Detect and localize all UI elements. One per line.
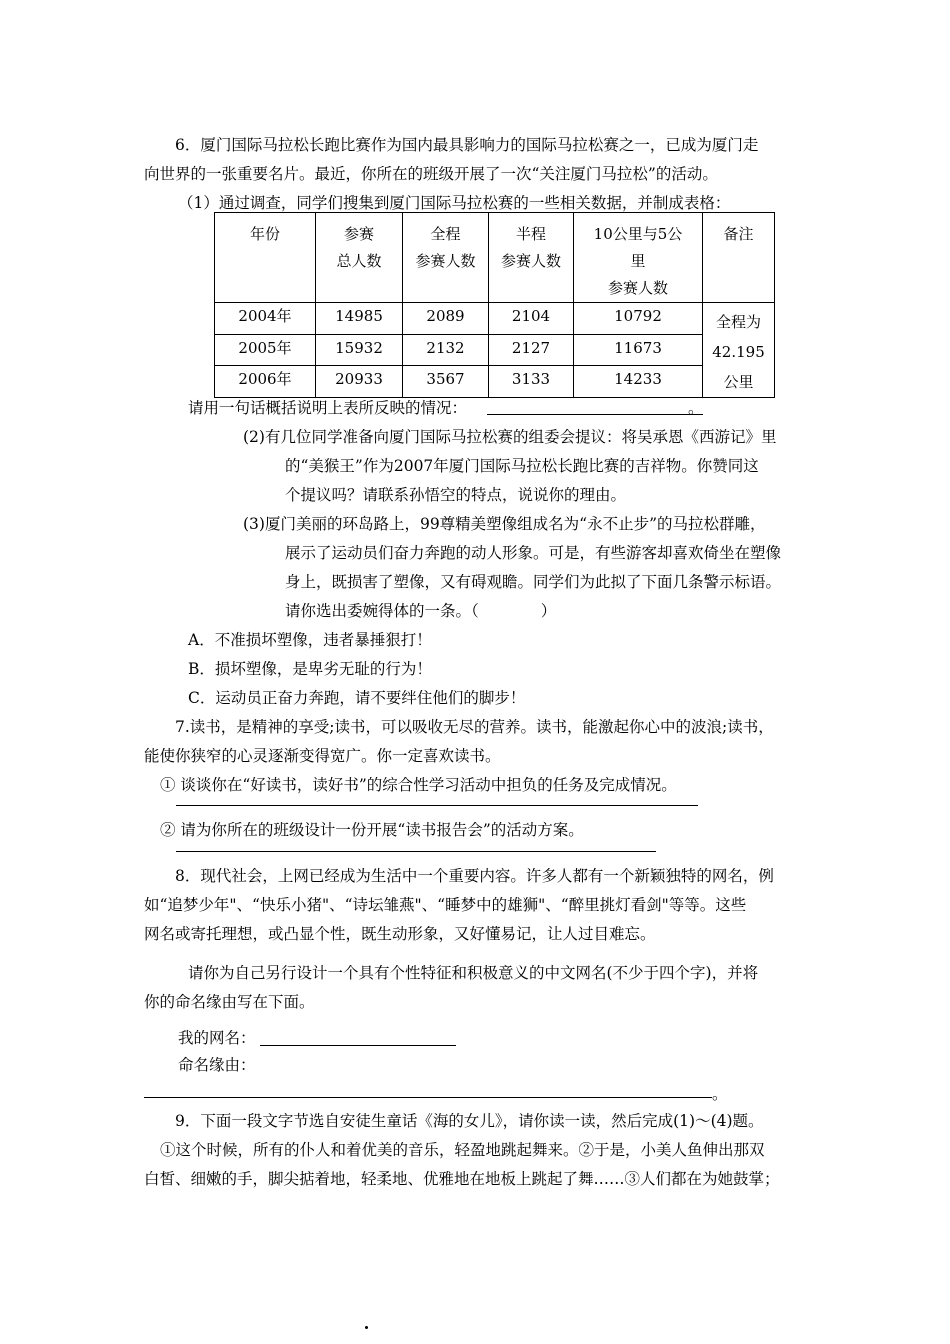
- q9-line2: ①这个时候，所有的仆人和着优美的音乐，轻盈地跳起舞来。②于是，小美人鱼伸出那双: [160, 1141, 765, 1159]
- q8-para2-line1: 请你为自己另行设计一个具有个性特征和积极意义的中文网名(不少于四个字)，并将: [188, 964, 759, 982]
- cell-full: 2089: [403, 303, 489, 335]
- q6-summary-answer-line[interactable]: [487, 414, 703, 415]
- cell-10k-5k: 11673: [574, 334, 703, 366]
- q9-line1: 9．下面一段文字节选自安徒生童话《海的女儿》，请你读一读，然后完成(1)～(4)题。: [175, 1112, 764, 1130]
- header-year: 年份: [215, 213, 316, 303]
- q6-sub2-line2: 的“美猴王”作为2007年厦门国际马拉松长跑比赛的吉祥物。你赞同这: [285, 457, 759, 475]
- cell-total: 15932: [316, 334, 403, 366]
- cell-year: 2004年: [215, 303, 316, 335]
- q6-option-c: C．运动员正奋力奔跑，请不要绊住他们的脚步！: [188, 689, 526, 707]
- q6-sub3-line3: 身上，既损害了塑像，又有碍观瞻。同学们为此拟了下面几条警示标语。: [285, 573, 782, 591]
- cell-total: 20933: [316, 366, 403, 398]
- q6-summary-prompt: 请用一句话概括说明上表所反映的情况：: [188, 399, 468, 417]
- cell-10k-5k: 14233: [574, 366, 703, 398]
- table-header-row: [215, 213, 775, 303]
- cell-10k-5k: 10792: [574, 303, 703, 335]
- q7-item2: ② 请为你所在的班级设计一份开展“读书报告会”的活动方案。: [160, 821, 584, 839]
- q8-para2-line2: 你的命名缘由写在下面。: [144, 993, 315, 1011]
- cell-note: 全程为 42.195 公里: [703, 303, 775, 398]
- q7-item1-answer-line[interactable]: [176, 805, 698, 806]
- q6-sub1: （1）通过调查，同学们搜集到厦门国际马拉松赛的一些相关数据，并制成表格：: [178, 194, 731, 212]
- q6-sub2-line3: 个提议吗？请联系孙悟空的特点，说说你的理由。: [285, 486, 627, 504]
- q8-name-label: 我的网名：: [178, 1029, 256, 1047]
- q6-option-a: A．不准损坏塑像，违者暴捶狠打！: [188, 631, 432, 649]
- q7-item2-answer-line[interactable]: [176, 851, 656, 852]
- q8-line3: 网名或寄托理想，或凸显个性，既生动形象，又好懂易记，让人过目难忘。: [144, 925, 656, 943]
- cell-total: 14985: [316, 303, 403, 335]
- table-row: [215, 303, 775, 335]
- header-full: 全程 参赛人数: [403, 213, 489, 303]
- q7-line1: 7.读书，是精神的享受;读书，可以吸收无尽的营养。读书，能激起你心中的波浪;读书，: [175, 718, 774, 736]
- header-total: 参赛 总人数: [316, 213, 403, 303]
- table-row: [215, 366, 775, 398]
- cell-half: 2104: [489, 303, 574, 335]
- cell-full: 2132: [403, 334, 489, 366]
- q6-sub3-line1: (3)厦门美丽的环岛路上，99尊精美塑像组成名为“永不止步”的马拉松群雕，: [243, 515, 766, 533]
- q6-option-b: B．损坏塑像，是卑劣无耻的行为！: [188, 660, 432, 678]
- q8-line2: 如“追梦少年"、“快乐小猪"、“诗坛雏燕"、“睡梦中的雄狮"、“醉里挑灯看剑"等等。这些: [144, 896, 747, 914]
- cell-half: 3133: [489, 366, 574, 398]
- q9-line3: 白皙、细嫩的手，脚尖掂着地，轻柔地、优雅地在地板上跳起了舞……③人们都在为她鼓掌；: [144, 1170, 780, 1188]
- cell-year: 2006年: [215, 366, 316, 398]
- marathon-table: [214, 212, 775, 398]
- q6-intro-line2: 向世界的一张重要名片。最近，你所在的班级开展了一次“关注厦门马拉松”的活动。: [144, 165, 718, 183]
- footer-dot: [365, 1326, 368, 1329]
- q7-line2: 能使你狭窄的心灵逐渐变得宽广。你一定喜欢读书。: [144, 747, 501, 765]
- header-note: 备注: [703, 213, 775, 303]
- q6-intro-line1: 6．厦门国际马拉松长跑比赛作为国内最具影响力的国际马拉松赛之一，已成为厦门走: [175, 136, 759, 154]
- q8-name-answer-line[interactable]: [260, 1045, 456, 1046]
- q7-item1: ① 谈谈你在“好读书，读好书”的综合性学习活动中担负的任务及完成情况。: [160, 776, 677, 794]
- cell-full: 3567: [403, 366, 489, 398]
- q6-summary-end: 。: [688, 399, 704, 417]
- q6-sub3-line4: 请你选出委婉得体的一条。（ ）: [285, 602, 557, 620]
- q6-sub3-line2: 展示了运动员们奋力奔跑的动人形象。可是，有些游客却喜欢倚坐在塑像: [285, 544, 782, 562]
- q6-sub2-line1: (2)有几位同学准备向厦门国际马拉松赛的组委会提议：将吴承恩《西游记》里: [243, 428, 777, 446]
- q8-reason-label: 命名缘由：: [178, 1056, 256, 1074]
- q8-reason-end: 。: [712, 1085, 728, 1103]
- cell-year: 2005年: [215, 334, 316, 366]
- q8-reason-answer-line[interactable]: [144, 1097, 712, 1098]
- header-half: 半程 参赛人数: [489, 213, 574, 303]
- header-10k-5k: 10公里与5公 里 参赛人数: [574, 213, 703, 303]
- q8-line1: 8．现代社会，上网已经成为生活中一个重要内容。许多人都有一个新颖独特的网名，例: [175, 867, 774, 885]
- table-row: [215, 334, 775, 366]
- cell-half: 2127: [489, 334, 574, 366]
